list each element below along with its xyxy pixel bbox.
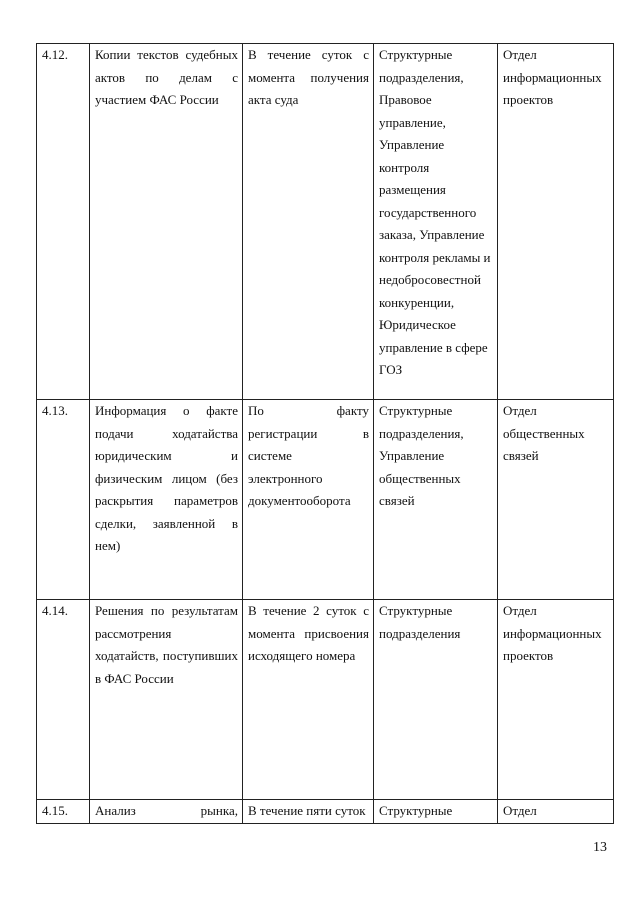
row-number: 4.15.	[37, 800, 90, 824]
publishing-department-cell: Отдел	[498, 800, 614, 824]
table-row	[37, 800, 614, 824]
information-type-cell: Информация о факте подачи ходатайства юридическим и физическим лицом (без раскрытия параметров сделки, заявленной в нем)	[90, 400, 243, 600]
publishing-department-cell: Отдел информационных проектов	[498, 44, 614, 400]
information-placement-table	[36, 43, 614, 824]
row-number: 4.13.	[37, 400, 90, 600]
responsible-units-cell: Структурные	[374, 800, 498, 824]
deadline-cell: В течение 2 суток с момента присвоения исходящего номера	[243, 600, 374, 800]
row-number: 4.12.	[37, 44, 90, 400]
deadline-cell: В течение суток с момента получения акта суда	[243, 44, 374, 400]
responsible-units-cell: Структурные подразделения	[374, 600, 498, 800]
page-number: 13	[593, 840, 607, 855]
row-number: 4.14.	[37, 600, 90, 800]
table-row	[37, 44, 614, 400]
table-row	[37, 400, 614, 600]
information-type-cell: Решения по результатам рассмотрения ходатайств, поступивших в ФАС России	[90, 600, 243, 800]
information-type-cell: Анализ рынка,	[90, 800, 243, 824]
table-row	[37, 600, 614, 800]
responsible-units-cell: Структурные подразделения, Правовое управление, Управление контроля размещения государственного заказа, Управление контроля рекламы и недобросовестной конкуренции, Юридическое управление в сфере ГОЗ	[374, 44, 498, 400]
deadline-cell: По факту регистрации в системе электронного документооборота	[243, 400, 374, 600]
information-type-cell: Копии текстов судебных актов по делам с участием ФАС России	[90, 44, 243, 400]
publishing-department-cell: Отдел информационных проектов	[498, 600, 614, 800]
responsible-units-cell: Структурные подразделения, Управление общественных связей	[374, 400, 498, 600]
publishing-department-cell: Отдел общественных связей	[498, 400, 614, 600]
deadline-cell: В течение пяти суток	[243, 800, 374, 824]
